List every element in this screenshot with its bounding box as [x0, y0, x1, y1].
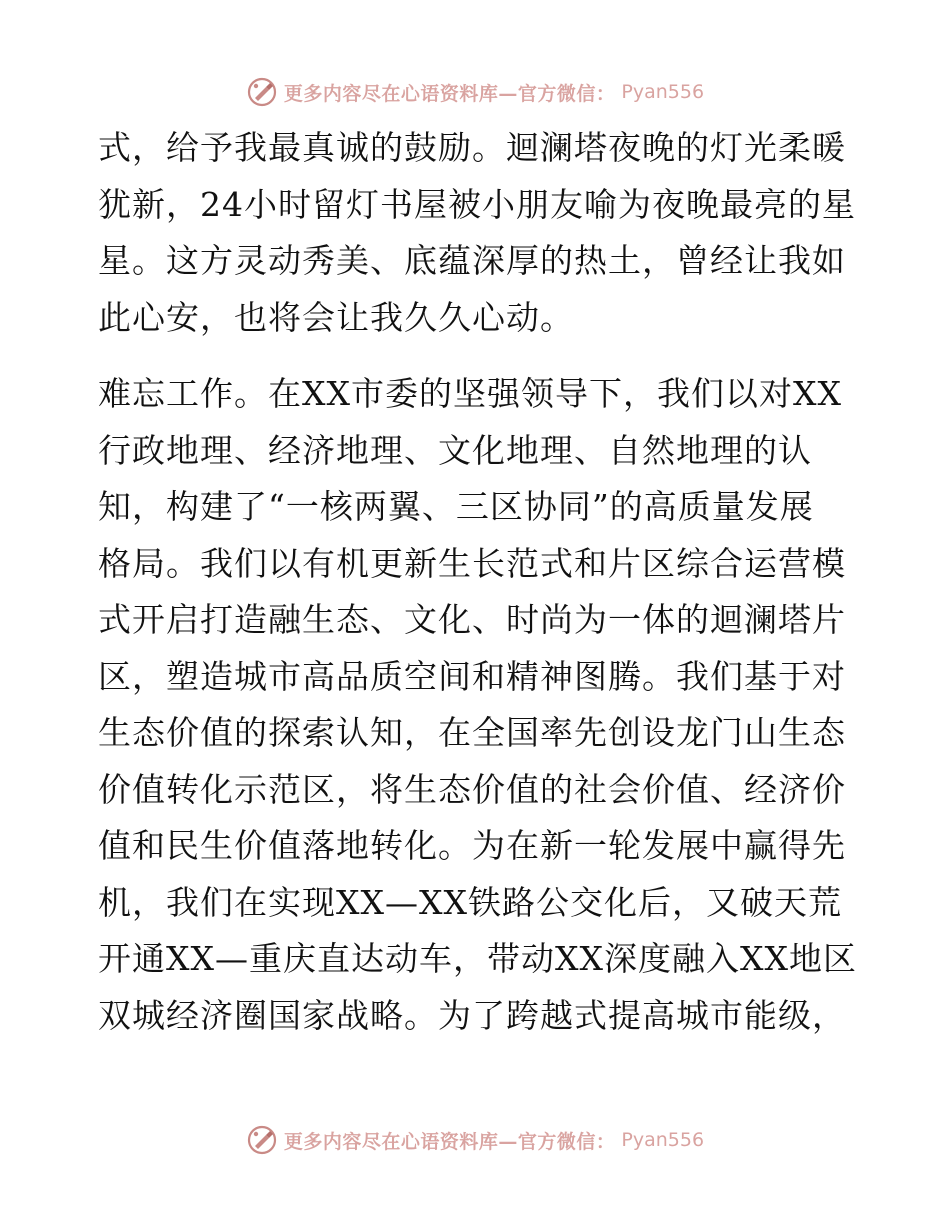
- footer-watermark: [0, 1120, 950, 1160]
- text-line: 难忘工作。在XX市委的坚强领导下，我们以对XX: [98, 374, 842, 413]
- text-line: 知，构建了“一核两翼、三区协同”的高质量发展: [98, 487, 814, 526]
- text-line: 生态价值的探索认知，在全国率先创设龙门山生态: [98, 713, 846, 752]
- text-line: 机，我们在实现XX—XX铁路公交化后，又破天荒: [98, 882, 842, 922]
- text-line: 式开启打造融生态、文化、时尚为一体的迴澜塔片: [98, 600, 846, 639]
- text-line: 区，塑造城市高品质空间和精神图腾。我们基于对: [98, 656, 846, 696]
- text-line: 开通XX—重庆直达动车，带动XX深度融入XX地区: [98, 939, 857, 978]
- wechat-id: Pyan556: [621, 1129, 705, 1151]
- text-line: 式，给予我最真诚的鼓励。迴澜塔夜晚的灯光柔暖: [98, 128, 846, 167]
- paragraph: [98, 120, 858, 346]
- text-line: 值和民生价值落地转化。为在新一轮发展中赢得先: [98, 826, 846, 865]
- header-watermark: [0, 72, 950, 112]
- text-line: 犹新，24小时留灯书屋被小朋友喻为夜晚最亮的星: [98, 184, 856, 224]
- watermark-text: 更多内容尽在心语资料库—官方微信：: [283, 82, 616, 105]
- paragraph: [98, 366, 858, 1044]
- text-line: 此心安，也将会让我久久心动。: [98, 297, 574, 337]
- pen-seal-icon: [246, 1124, 278, 1156]
- pen-seal-icon: [246, 76, 278, 108]
- watermark-text: 更多内容尽在心语资料库—官方微信：: [283, 1130, 616, 1153]
- text-line: 行政地理、经济地理、文化地理、自然地理的认: [98, 430, 812, 470]
- text-line: 价值转化示范区，将生态价值的社会价值、经济价: [98, 769, 846, 809]
- text-line: 格局。我们以有机更新生长范式和片区综合运营模: [98, 543, 846, 583]
- text-line: 星。这方灵动秀美、底蕴深厚的热土，曾经让我如: [98, 241, 846, 280]
- text-line: 双城经济圈国家战略。为了跨越式提高城市能级，: [98, 995, 846, 1035]
- document-body: [98, 120, 858, 1044]
- wechat-id: Pyan556: [621, 81, 705, 103]
